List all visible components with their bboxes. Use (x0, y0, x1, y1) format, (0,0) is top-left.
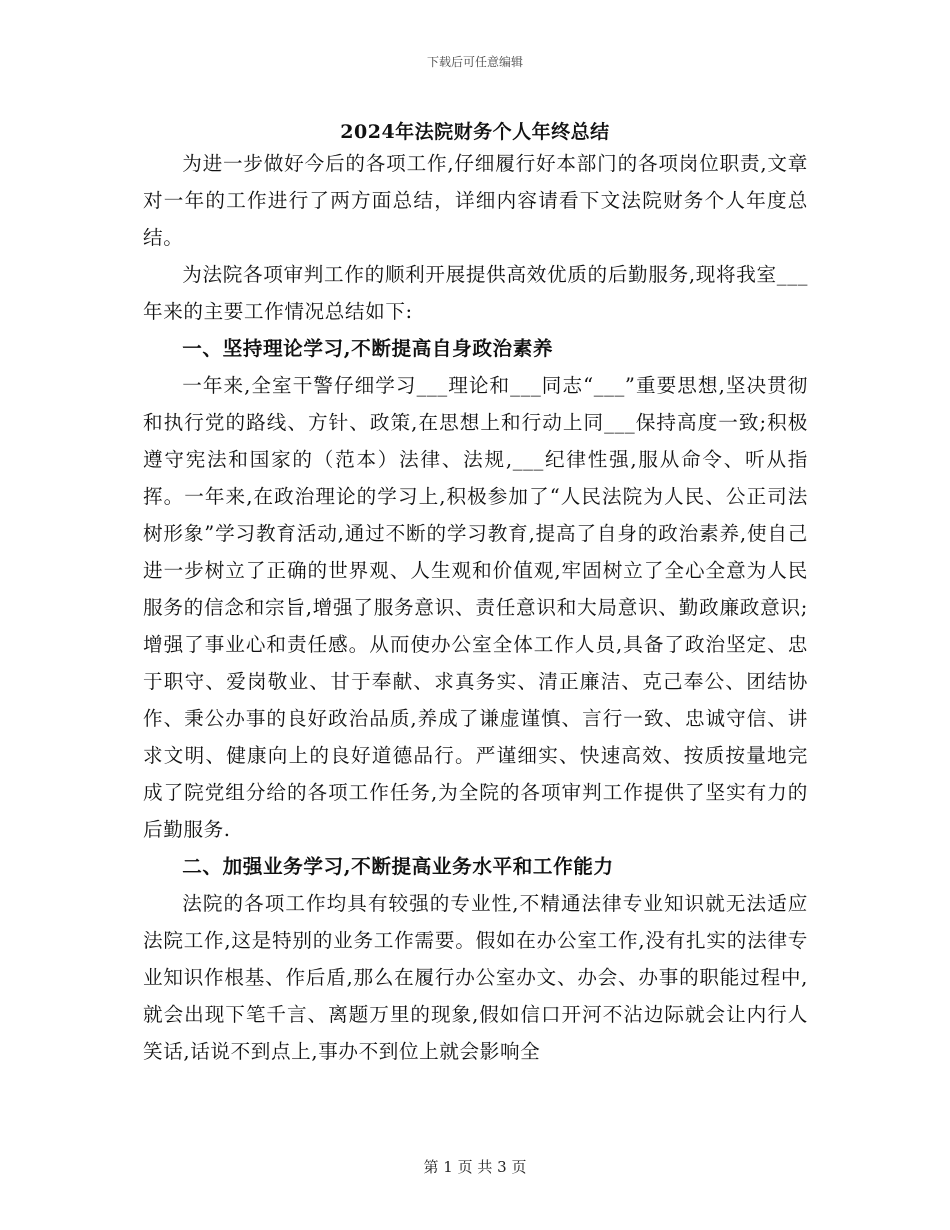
page-indicator: 第 1 页 共 3 页 (423, 1158, 527, 1176)
section-1-body: 一年来,全室干警仔细学习___理论和___同志“___”重要思想,坚决贯彻和执行党的路线、方针、政策,在思想上和行动上同___保持高度一致;积极遵守宪法和国家的（范本）法律、法规,___纪律性强,服从命令、听从指挥。一年来,在政治理论的学习上,积极参加了“人民法院为人民、公正司法树形象”学习教育活动,通过不断的学习教育,提高了自身的政治素养,使自己进一步树立了正确的世界观、人生观和价值观,牢固树立了全心全意为人民服务的信念和宗旨,增强了服务意识、责任意识和大局意识、勤政廉政意识;增强了事业心和责任感。从而使办公室全体工作人员,具备了政治坚定、忠于职守、爱岗敬业、甘于奉献、求真务实、清正廉洁、克己奉公、团结协作、秉公办事的良好政治品质,养成了谦虚谨慎、言行一致、忠诚守信、讲求文明、健康向上的良好道德品行。严谨细实、快速高效、按质按量地完成了院党组分给的各项工作任务,为全院的各项审判工作提供了坚实有力的后勤服务. (143, 374, 808, 841)
opening-paragraph: 为法院各项审判工作的顺利开展提供高效优质的后勤服务,现将我室___年来的主要工作情况总结如下: (143, 263, 808, 323)
intro-paragraph: 为进一步做好今后的各项工作,仔细履行好本部门的各项岗位职责,文章对一年的工作进行了两方面总结，详细内容请看下文法院财务个人年度总结。 (143, 152, 808, 249)
section-1-heading: 一、坚持理论学习,不断提高自身政治素养 (182, 337, 554, 360)
document-title: 2024年法院财务个人年终总结 (340, 121, 610, 143)
document-body (143, 145, 808, 1070)
section-2-heading: 二、加强业务学习,不断提高业务水平和工作能力 (182, 855, 614, 878)
header-note: 下载后可任意编辑 (426, 55, 523, 69)
section-2-body: 法院的各项工作均具有较强的专业性,不精通法律专业知识就无法适应法院工作,这是特别的业务工作需要。假如在办公室工作,没有扎实的法律专业知识作根基、作后盾,那么在履行办公室办文、办会、办事的职能过程中,就会出现下笔千言、离题万里的现象,假如信口开河不沾边际就会让内行人笑话,话说不到点上,事办不到位上就会影响全 (143, 892, 808, 1063)
